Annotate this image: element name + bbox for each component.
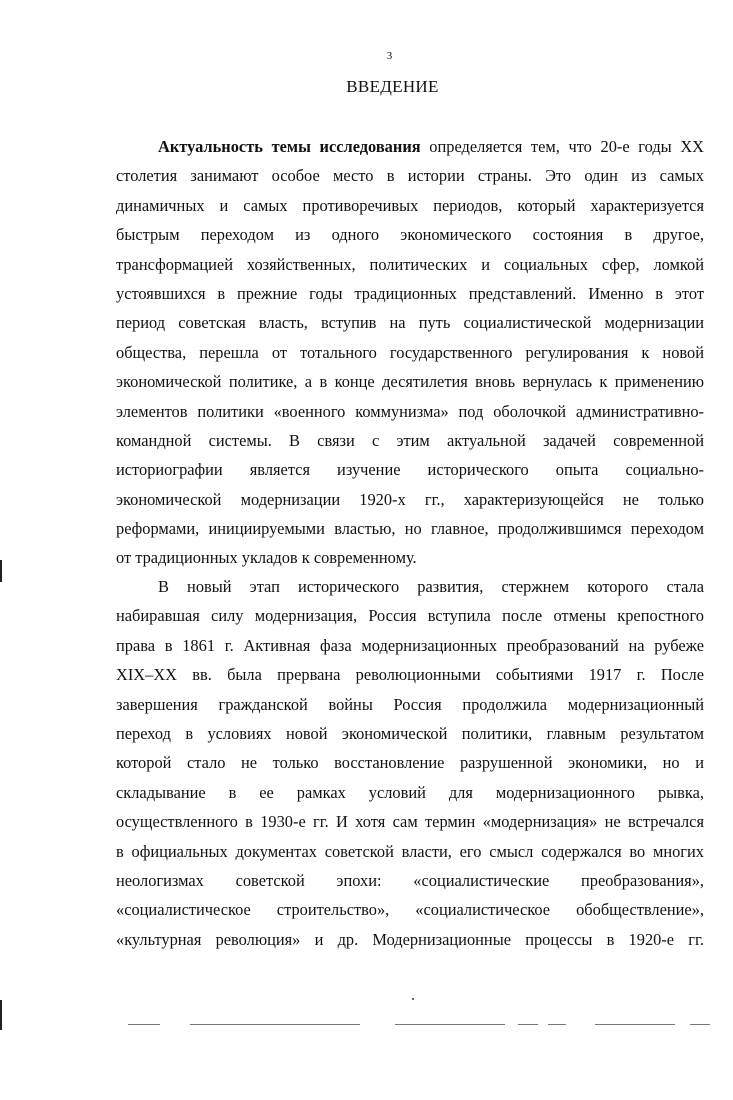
paragraph-line: экономической модернизации 1920-х гг., характеризующейся не только [116,489,704,509]
paragraph-line: элементов политики «военного коммунизма» под оболочкой административно- [116,401,704,421]
page-title: ВВЕДЕНИЕ [346,77,439,96]
footer-rule-segment [595,1024,675,1025]
paragraph-line: завершения гражданской войны Россия продолжила модернизационный [116,694,704,714]
paragraph-line: период советская власть, вступив на путь социалистической модернизации [116,313,704,333]
bold-lead: Актуальность темы исследования [158,137,421,156]
paragraph-line: динамичных и самых противоречивых периодов, который характеризуется [116,195,704,215]
paragraph-line: быстрым переходом из одного экономического состояния в другое, [116,225,704,245]
paragraph-line: «культурная революция» и др. Модернизационные процессы в 1920-е гг. [116,929,704,949]
paragraph-line: набиравшая силу модернизация, Россия вступила после отмены крепостного [116,606,704,626]
paragraph-line: складывание в ее рамках условий для модернизационного рывка, [116,782,704,802]
paragraph-line: реформами, инициируемыми властью, но главное, продолжившимся переходом [116,519,704,539]
paragraph-line: историографии является изучение исторического опыта социально- [116,460,704,480]
lead-rest: определяется тем, что 20-е годы XX [420,137,704,156]
footer-rule-segment [548,1024,566,1025]
paragraph-line: переход в условиях новой экономической политики, главным результатом [116,723,704,743]
footer-rule-segment [190,1024,360,1025]
paragraph-line: в официальных документах советской власти, его смысл содержался во многих [116,841,704,861]
paragraph-line [116,132,704,161]
paragraph-line: командной системы. В связи с этим актуальной задачей современной [116,430,704,450]
paragraph-line: общества, перешла от тотального государственного регулирования к новой [116,342,704,362]
paragraph-line: экономической политике, а в конце десятилетия вновь вернулась к применению [116,372,704,392]
paragraph-line: осуществленного в 1930-е гг. И хотя сам термин «модернизация» не встречался [116,812,704,832]
scan-edge-mark [0,1000,2,1030]
footer-rule-segment [395,1024,505,1025]
paragraph-line: неологизмах советской эпохи: «социалистические преобразования», [116,870,704,890]
paragraph-line: которой стало не только восстановление разрушенной экономики, но и [116,753,704,773]
paragraph-historical-context [116,572,704,954]
footer-rule-segment [128,1024,160,1025]
paragraph-line: трансформацией хозяйственных, политических и социальных сфер, ломкой [116,254,704,274]
paragraph-relevance [116,132,704,573]
paragraph-line: столетия занимают особое место в истории страны. Это один из самых [116,166,704,186]
footer-rule-segment [690,1024,710,1025]
paragraph-line: права в 1861 г. Активная фаза модернизационных преобразований на рубеже [116,635,704,655]
scan-edge-mark [0,560,2,582]
scan-dot [412,998,414,1000]
page-number: 3 [386,50,393,62]
paragraph-line: «социалистическое строительство», «социалистическое обобществление», [116,900,704,920]
paragraph-line: от традиционных укладов к современному. [116,548,417,568]
footer-rule-segment [518,1024,538,1025]
paragraph-line: XIX–XX вв. была прервана революционными событиями 1917 г. После [116,665,704,685]
paragraph-line: устоявшихся в прежние годы традиционных представлений. Именно в этот [116,283,704,303]
paragraph-line: В новый этап исторического развития, стержнем которого стала [158,577,704,596]
